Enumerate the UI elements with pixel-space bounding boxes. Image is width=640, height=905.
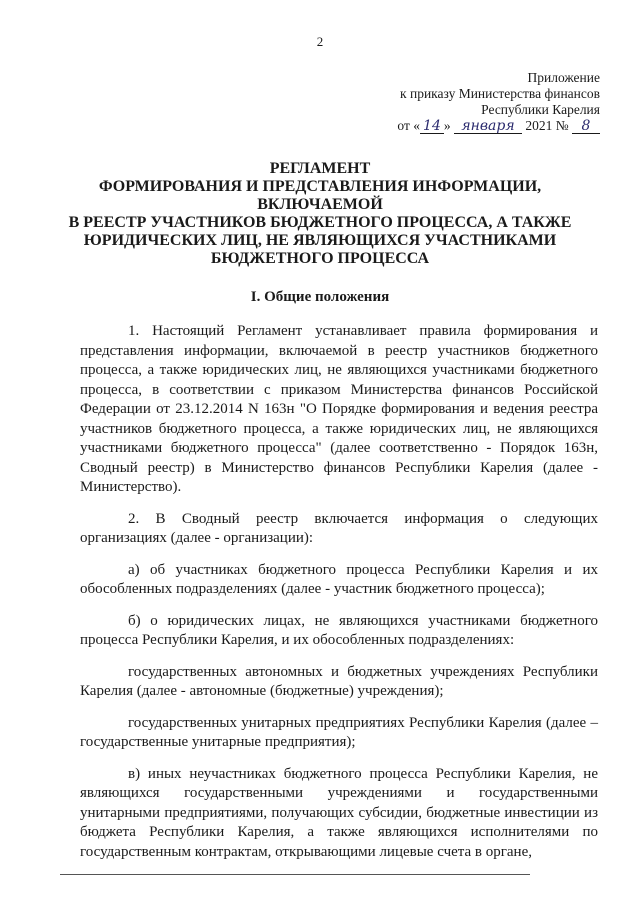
appendix-republic: Республики Карелия	[481, 102, 600, 117]
footer-divider	[60, 874, 530, 875]
date-close-quote: »	[443, 118, 451, 133]
clause-b-item-unitary: государственных унитарных предприятиях Республики Карелия (далее – государственные унитарные предприятия);	[80, 714, 598, 750]
title-line: ЮРИДИЧЕСКИХ ЛИЦ, НЕ ЯВЛЯЮЩИХСЯ УЧАСТНИКАМИ	[83, 232, 557, 249]
clause-b-item-autonomous: государственных автономных и бюджетных учреждениях Республики Карелия (далее - автономные (бюджетные) учреждения);	[80, 663, 598, 699]
title-line: ФОРМИРОВАНИЯ И ПРЕДСТАВЛЕНИЯ ИНФОРМАЦИИ,	[98, 178, 542, 195]
page-number: 2	[316, 34, 324, 49]
clause-b: б) о юридических лицах, не являющихся участниками бюджетного процесса Республики Карелия, и их обособленных подразделениях:	[80, 612, 598, 648]
handwritten-day: 14	[420, 119, 444, 134]
handwritten-month: января	[454, 119, 522, 134]
appendix-label: Приложение	[527, 70, 600, 85]
handwritten-order-number: 8	[572, 119, 600, 134]
clause-v: в) иных неучастниках бюджетного процесса Республики Карелия, не являющихся государственными учреждениями и государственными унитарными предприятиями, получающих субсидии, бюджетные инвестиции из бюджета Республики Карелия, а также являющихся исполнителями по государственным контрактам, открывающими лицевые счета в органе,	[80, 765, 598, 860]
document-body	[80, 322, 598, 874]
section-heading: I. Общие положения	[250, 289, 390, 305]
document-title	[60, 160, 580, 268]
paragraph-1: 1. Настоящий Регламент устанавливает правила формирования и представления информации, включаемой в реестр участников бюджетного процесса, а также юридических лиц, не являющихся участниками бюджетного процесса, в соответствии с приказом Министерства финансов Российской Федерации от 23.12.2014 N 163н "О Порядке формирования и ведения реестра участников бюджетного процесса, а также юридических лиц, не являющихся участниками бюджетного процесса" (далее соответственно - Порядок 163н, Сводный реестр) в Министерство финансов Республики Карелия (далее - Министерство).	[80, 323, 598, 495]
appendix-order-ref: к приказу Министерства финансов	[400, 86, 600, 101]
paragraph-2: 2. В Сводный реестр включается информация о следующих организациях (далее - организации):	[80, 510, 598, 546]
appendix-header	[397, 70, 600, 134]
appendix-date-number	[397, 118, 600, 134]
date-prefix: от «	[397, 118, 421, 133]
title-line: В РЕЕСТР УЧАСТНИКОВ БЮДЖЕТНОГО ПРОЦЕССА, А ТАКЖЕ	[68, 214, 572, 231]
title-line: БЮДЖЕТНОГО ПРОЦЕССА	[210, 250, 430, 267]
clause-a: а) об участниках бюджетного процесса Республики Карелия и их обособленных подразделениях (далее - участник бюджетного процесса);	[80, 561, 598, 597]
title-line: ВКЛЮЧАЕМОЙ	[257, 196, 383, 213]
title-line: РЕГЛАМЕНТ	[269, 160, 371, 177]
year-and-number-sign: 2021 №	[525, 118, 569, 133]
